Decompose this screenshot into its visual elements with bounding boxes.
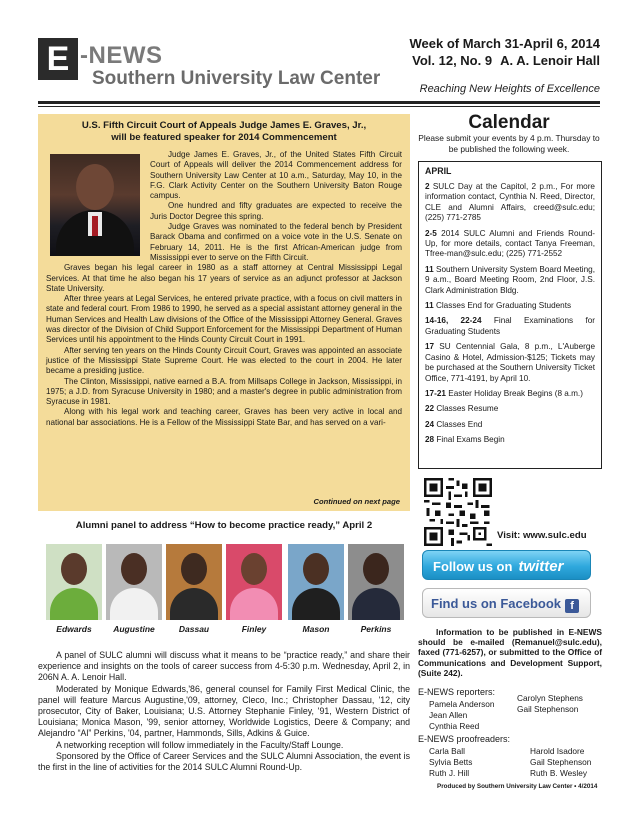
organization-name: Southern University Law Center (92, 68, 381, 89)
calendar-item: 17 SU Centennial Gala, 8 p.m., L'Auberge Casino & Hotel, Admission-$125; Tickets may be purchased at the Southern University Ticket Office, 771-4191, by April 10. (425, 342, 595, 383)
twitter-icon: twitter (518, 558, 564, 575)
facebook-icon: f (565, 599, 579, 613)
proofreader-name: Carla Ball (429, 746, 465, 756)
reporter-name: Cynthia Reed (429, 721, 480, 731)
panelist-photo-dassau (166, 544, 222, 620)
facebook-label: Find us on (431, 596, 497, 611)
motto: Reaching New Heights of Excellence (419, 83, 600, 95)
lead-paragraph: Judge James E. Graves, Jr., of the United States Fifth Circuit Court of Appeals will deliver the 2014 Commencement address for Southern University Law Center at 10 a.m., Saturday, May 10, in the F.G. Clark Activity Center on the Southern University Baton Rouge campus. (150, 150, 402, 201)
panelist-photos (38, 544, 410, 636)
calendar-item: 11 Southern University System Board Meeting, 9 a.m., Board Meeting Room, 2nd Floor, J.S. Clark Administration Bldg. (425, 264, 595, 295)
panel-story-body (38, 650, 410, 773)
calendar-note: Please submit your events by 4 p.m. Thursday to be published the following week. (418, 133, 600, 154)
lead-paragraph: Along with his legal work and teaching career, Graves has been very active in local and national bar associations. He is a Fellow of the Mississippi State Bar, and has served on a vari- (46, 407, 402, 427)
lead-paragraph: One hundred and fifty graduates are expected to receive the Juris Doctor Degree this spring. (150, 201, 402, 221)
proofreader-name: Ruth B. Wesley (530, 768, 588, 778)
panelist-name: Perkins (360, 624, 392, 634)
panelist-photo-mason (288, 544, 344, 620)
reporter-name: Carolyn Stephens (517, 693, 583, 703)
panelist-photo-perkins (348, 544, 404, 620)
proofreader-name: Sylvia Betts (429, 757, 473, 767)
reporter-name: Pamela Anderson (429, 699, 495, 709)
continued-link[interactable]: Continued on next page (313, 497, 400, 506)
proofreader-name: Gail Stephenson (530, 757, 592, 767)
produced-by: Produced by Southern University Law Center • 4/2014 (437, 783, 598, 790)
issue-week: Week of March 31-April 6, 2014 (409, 36, 600, 51)
panelist-name: Mason (302, 624, 330, 634)
reporters-label: E-NEWS reporters: (418, 687, 496, 697)
calendar-title: Calendar (468, 112, 550, 133)
facebook-brand: Facebook (500, 596, 562, 611)
calendar-item: 28 Final Exams Begin (425, 435, 505, 445)
calendar-item: 17-21 Easter Holiday Break Begins (8 a.m.) (425, 388, 583, 398)
twitter-button[interactable] (422, 550, 591, 580)
calendar-item: 2-5 2014 SULC Alumni and Friends Round-Up, for more details, contact Tanya Freeman, Tfree-man@sulc.edu; (225) 771-2552 (425, 228, 595, 259)
panelist-photo-edwards (46, 544, 102, 620)
calendar-item: 22 Classes Resume (425, 404, 499, 414)
panelist-name: Augustine (113, 624, 155, 634)
panel-paragraph: Sponsored by the Office of Career Services and the SULC Alumni Association, the event is the first in the line of activities for the 2014 SULC Alumni Round-Up. (38, 750, 410, 773)
issue-location: A. A. Lenoir Hall (500, 53, 600, 68)
header-rule-thin (38, 106, 600, 107)
website-link[interactable]: Visit: www.sulc.edu (497, 530, 587, 541)
enews-logo-letter: E (38, 38, 78, 80)
calendar-item: 2 SULC Day at the Capitol, 2 p.m., For more information contact, Cynthia N. Reed, Director, CLE and Alumni Affairs, creed@sulc.edu; (225) 771-2785 (425, 182, 595, 223)
submission-info: Information to be published in E-NEWS should be e-mailed (Remanuel@sulc.edu), faxed (771-6257), or submitted to the Office of Communications and Development Support, (Suite 242). (418, 627, 602, 678)
calendar-item: 24 Classes End (425, 419, 483, 429)
calendar-month: APRIL (425, 166, 452, 176)
calendar-item: 11 Classes End for Graduating Students (425, 301, 572, 311)
issue-volume-line (404, 53, 600, 68)
panelist-photo-augustine (106, 544, 162, 620)
header-rule-thick (38, 101, 600, 104)
enews-logo-word: -NEWS (80, 42, 163, 69)
proofreader-name: Harold Isadore (530, 746, 585, 756)
twitter-label: Follow us on (433, 559, 513, 574)
panelist-name: Finley (241, 624, 267, 634)
reporter-name: Jean Allen (429, 710, 468, 720)
calendar-item: 14-16, 22-24 Final Examinations for Graduating Students (425, 316, 596, 336)
facebook-button[interactable] (422, 588, 591, 618)
panel-paragraph: A panel of SULC alumni will discuss what it means to be “practice ready,” and share their experience and insights on the tools of career success from 4-5:30 p.m. Wednesday, April 2, in 206N A. A. Lenoir Hall. (38, 650, 410, 683)
lead-paragraph: After serving ten years on the Hinds County Circuit Court, Graves was appointed an associate justice of the Mississippi State Supreme Court. He was elected to the court in 2004. He later became a presiding justice. (46, 345, 402, 376)
lead-paragraph: Graves began his legal career in 1980 as a staff attorney at Central Mississippi Legal Services. At that time he also began his 17 years of service as an adjunct professor at Jackson State University. (46, 263, 402, 293)
panelist-name: Dassau (178, 624, 210, 634)
proofreaders-label: E-NEWS proofreaders: (418, 734, 511, 744)
proofreader-name: Ruth J. Hill (429, 768, 470, 778)
panelist-name: Edwards (56, 624, 92, 634)
panel-paragraph: Moderated by Monique Edwards,'86, general counsel for Family First Medical Clinic, the panel will feature Marcus Augustine,'09, attorney, Cleco, Inc.; Christopher Dassau, '12, city prosecutor, City of Baker, Louisiana; U.S. Attorney Stephanie Finley, '91, Western District of Louisiana; Monica Mason, '99, senior attorney, Worldwide Logistics, Deere & Company; and Alejandro “Al” Perkins, '04, partner, Hammonds, Sills, Adkins & Guice. (38, 683, 410, 739)
lead-paragraph: The Clinton, Mississippi, native earned a B.A. from Millsaps College in Jackson, Mississippi, in 1975; a J.D. from Syracuse University in 1980; and a master's degree in public administration from Syracuse in 1981. (46, 376, 402, 407)
calendar-box (418, 161, 602, 469)
lead-story (38, 114, 410, 511)
issue-volume: Vol. 12, No. 9 (412, 53, 493, 68)
judge-graves-photo (50, 154, 140, 256)
lead-headline: U.S. Fifth Circuit Court of Appeals Judge James E. Graves, Jr., will be featured speaker for 2014 Commencement (81, 120, 367, 143)
reporter-name: Gail Stephenson (517, 704, 579, 714)
panelist-photo-finley (226, 544, 282, 620)
panel-headline: Alumni panel to address “How to become practice ready,” April 2 (75, 520, 373, 531)
lead-paragraph: Judge Graves was nominated to the federal bench by President Barack Obama and confirmed on a voice vote in the U.S. Senate on February 14, 2011. He is the first African-American judge from Mississippi ever to serve on the Fifth Circuit. (150, 222, 402, 262)
lead-paragraph: After three years at Legal Services, he entered private practice, with a focus on civil matters in state and federal court. From 1986 to 1990, he served as a special assistant attorney general in the Human Services and Health Law divisions of the Office of the Mississippi Attorney General. Graves was director of the Division of Child Support Enforcement for the Mississippi Department of Human Services until his appointment to the Hinds County Circuit Court in 1991. (46, 294, 402, 345)
qr-code-icon[interactable] (424, 478, 492, 546)
panel-paragraph: A networking reception will follow immediately in the Faculty/Staff Lounge. (56, 739, 344, 750)
